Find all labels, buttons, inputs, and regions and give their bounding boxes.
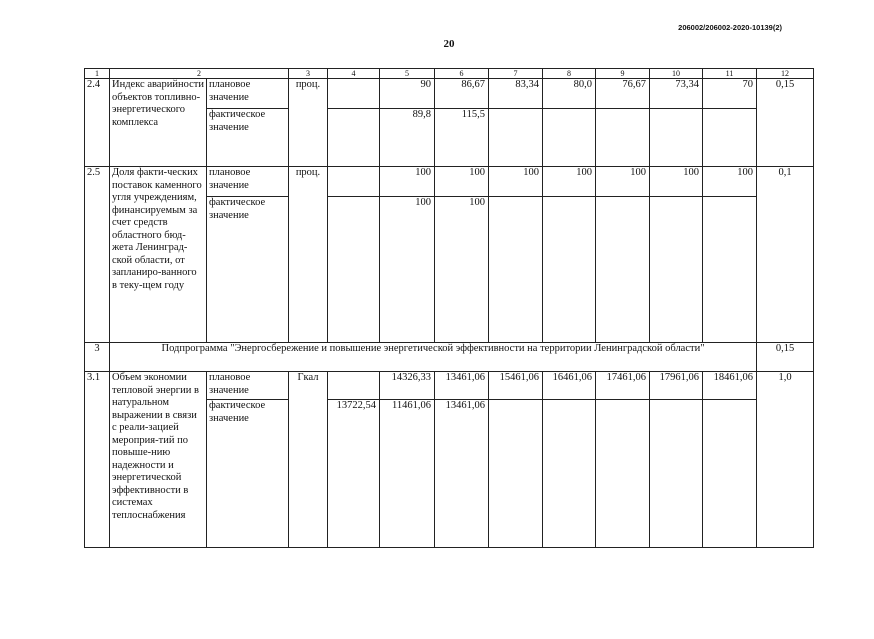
unit: Гкал — [289, 372, 328, 548]
value-cell: 100 — [435, 167, 489, 197]
weight-cell: 0,15 — [757, 343, 814, 372]
table-row — [85, 372, 814, 400]
value-cell — [543, 109, 596, 167]
table-row — [85, 167, 814, 197]
indicator-name: Доля факти-ческих поставок каменного угля учреждениям, финансируемым за счет средств областного бюд-жета Ленинград-ской области, от запланиро-ванного в теку-щем году — [110, 167, 207, 343]
value-cell — [650, 400, 703, 548]
value-cell: 83,34 — [489, 79, 543, 109]
column-number: 2 — [110, 69, 289, 79]
section-number: 3 — [85, 343, 110, 372]
column-number: 10 — [650, 69, 703, 79]
row-number: 2.4 — [85, 79, 110, 167]
value-cell — [489, 109, 543, 167]
value-cell: 90 — [380, 79, 435, 109]
value-cell: 15461,06 — [489, 372, 543, 400]
value-cell: 100 — [489, 167, 543, 197]
value-cell: 18461,06 — [703, 372, 757, 400]
value-cell: 100 — [650, 167, 703, 197]
value-cell — [543, 400, 596, 548]
table-row — [85, 79, 814, 109]
column-number: 5 — [380, 69, 435, 79]
value-cell: 115,5 — [435, 109, 489, 167]
plan-label: плановое значение — [207, 167, 289, 197]
fact-label: фактическое значение — [207, 197, 289, 343]
value-cell: 70 — [703, 79, 757, 109]
column-number: 9 — [596, 69, 650, 79]
indicator-name: Объем экономии тепловой энергии в натуральном выражении в связи с реали-зацией мероприя-тий по повыше-нию надежности и энергетической эффективности в системах теплоснабжения — [110, 372, 207, 548]
value-cell: 100 — [380, 167, 435, 197]
unit: проц. — [289, 79, 328, 167]
page-number: 20 — [443, 38, 455, 50]
value-cell: 14326,33 — [380, 372, 435, 400]
value-cell — [489, 197, 543, 343]
fact-label: фактическое значение — [207, 109, 289, 167]
value-cell — [328, 109, 380, 167]
value-cell — [703, 400, 757, 548]
plan-label: плановое значение — [207, 79, 289, 109]
plan-label: плановое значение — [207, 372, 289, 400]
column-number: 12 — [757, 69, 814, 79]
document-id: 206002/206002-2020-10139(2) — [678, 23, 782, 32]
column-number: 8 — [543, 69, 596, 79]
value-cell: 13461,06 — [435, 400, 489, 548]
value-cell: 17461,06 — [596, 372, 650, 400]
value-cell — [543, 197, 596, 343]
weight-cell: 0,15 — [757, 79, 814, 167]
value-cell: 100 — [596, 167, 650, 197]
unit: проц. — [289, 167, 328, 343]
value-cell: 100 — [543, 167, 596, 197]
value-cell — [328, 197, 380, 343]
column-number: 6 — [435, 69, 489, 79]
value-cell: 76,67 — [596, 79, 650, 109]
value-cell: 13722,54 — [328, 400, 380, 548]
value-cell: 13461,06 — [435, 372, 489, 400]
value-cell — [489, 400, 543, 548]
value-cell — [596, 197, 650, 343]
column-number: 1 — [85, 69, 110, 79]
value-cell — [650, 197, 703, 343]
value-cell: 73,34 — [650, 79, 703, 109]
value-cell: 100 — [435, 197, 489, 343]
value-cell — [328, 79, 380, 109]
row-number: 2.5 — [85, 167, 110, 343]
weight-cell: 0,1 — [757, 167, 814, 343]
value-cell: 16461,06 — [543, 372, 596, 400]
value-cell — [703, 109, 757, 167]
column-number: 11 — [703, 69, 757, 79]
value-cell: 86,67 — [435, 79, 489, 109]
column-number: 4 — [328, 69, 380, 79]
column-numbers-row — [85, 69, 814, 79]
value-cell: 100 — [380, 197, 435, 343]
indicators-table — [84, 68, 814, 548]
value-cell: 100 — [703, 167, 757, 197]
value-cell: 17961,06 — [650, 372, 703, 400]
value-cell — [650, 109, 703, 167]
value-cell — [596, 109, 650, 167]
indicator-name: Индекс аварийности объектов топливно-энергетического комплекса — [110, 79, 207, 167]
value-cell: 11461,06 — [380, 400, 435, 548]
value-cell — [328, 372, 380, 400]
column-number: 7 — [489, 69, 543, 79]
column-number: 3 — [289, 69, 328, 79]
weight-cell: 1,0 — [757, 372, 814, 548]
row-number: 3.1 — [85, 372, 110, 548]
value-cell: 89,8 — [380, 109, 435, 167]
section-row — [85, 343, 814, 372]
value-cell — [703, 197, 757, 343]
section-title: Подпрограмма "Энергосбережение и повышение энергетической эффективности на территории Ленинградской области" — [110, 343, 757, 372]
value-cell: 80,0 — [543, 79, 596, 109]
fact-label: фактическое значение — [207, 400, 289, 548]
value-cell — [328, 167, 380, 197]
value-cell — [596, 400, 650, 548]
